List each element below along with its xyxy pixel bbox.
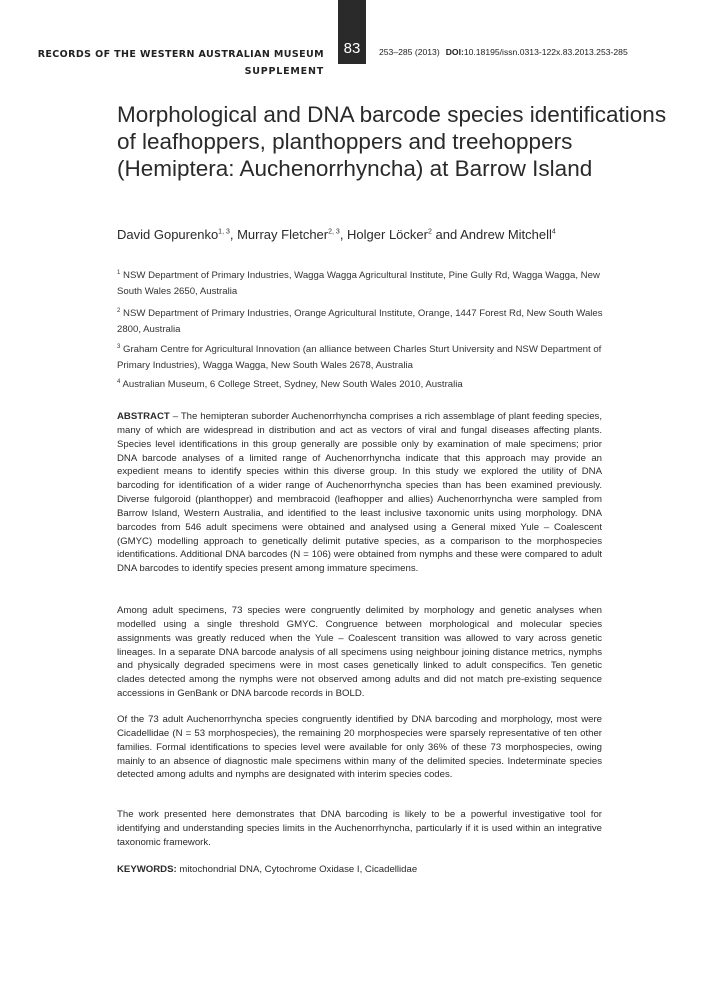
abstract-paragraph (117, 604, 602, 701)
abstract-paragraph (117, 808, 602, 850)
volume-tab (338, 0, 366, 64)
doi-label: DOI: (445, 47, 464, 57)
affiliation (117, 265, 617, 300)
abstract-paragraph (117, 713, 602, 782)
volume-number: 83 (343, 40, 361, 57)
page-range: 253–285 (2013) (379, 47, 440, 57)
journal-name: RECORDS OF THE WESTERN AUSTRALIAN MUSEUM (37, 49, 324, 60)
author-name: Andrew Mitchell (460, 227, 552, 242)
keywords-label: KEYWORDS: (117, 864, 177, 875)
affiliation (117, 374, 617, 393)
affiliation-number: 3 (117, 344, 121, 350)
affiliation-number: 1 (117, 270, 121, 276)
author-name: Holger Löcker (347, 227, 428, 242)
author-affil-ref: 2, 3 (328, 228, 340, 236)
affiliation-text: Australian Museum, 6 College Street, Sydney, New South Wales 2010, Australia (122, 379, 463, 391)
author-affil-ref: 2 (427, 228, 432, 236)
author-affil-ref: 1, 3 (218, 228, 230, 236)
article-title: Morphological and DNA barcode species identifications of leafhoppers, planthoppers and treehoppers (Hemiptera: Auchenorrhyncha) at Barrow Island (117, 102, 667, 181)
author-name: David Gopurenko (117, 227, 219, 242)
affiliation-text: Graham Centre for Agricultural Innovation (an alliance between Charles Sturt University and NSW Department of Primary Industries), Wagga Wagga, New South Wales 2678, Australia (117, 344, 602, 372)
author-connector: and (435, 227, 458, 242)
journal-supplement: SUPPLEMENT (244, 66, 324, 77)
citation-info (379, 46, 628, 58)
author-list: David Gopurenko$^{1, 3}$, Murray Fletcher$^{2, 3}$, Holger Löcker$^2$ and Andrew Mitchell$^4$ (117, 227, 556, 242)
abstract-label: ABSTRACT (117, 411, 170, 422)
affiliation (117, 339, 617, 374)
abstract-text: Among adult specimens, 73 species were congruently delimited by morphology and genetic analyses when modelled using a single threshold GMYC. Congruence between morphological and molecular species assignments was greatly reduced when the Yule – Coalescent transition was allowed to vary across genetic lineages. In a separate DNA barcode analysis of all specimens using neighbour joining distance metrics, nymphs and physically degraded specimens were in most cases genetically linked to adult conspecifics. Ten genetic clades detected among the nymphs were not observed among adults and did not match pre-existing sequence accessions in GenBank or DNA barcode records in BOLD. (117, 605, 602, 700)
affiliation-number: 2 (117, 308, 121, 314)
abstract-text: The work presented here demonstrates that DNA barcoding is likely to be a powerful investigative tool for identifying and understanding species limits in the Auchenorrhyncha, particularly if it is used within an integrative taxonomic framework. (117, 809, 602, 848)
keywords-text: mitochondrial DNA, Cytochrome Oxidase I, Cicadellidae (179, 864, 418, 875)
abstract-text: Of the 73 adult Auchenorrhyncha species congruently identified by DNA barcoding and morphology, most were Cicadellidae (N = 53 morphospecies), the remaining 20 morphospecies were sparsely representative of ten other families. Formal identifications to species level were available for only 36% of these 73 morphospecies, owing mainly to an absence of diagnostic male specimens within many of the delimited species. Indeterminate species detected among adults and nymphs are designated with interim species codes. (117, 714, 602, 781)
affiliation-number: 4 (117, 379, 121, 385)
keywords (117, 864, 417, 875)
affiliation-text: NSW Department of Primary Industries, Orange Agricultural Institute, Orange, 1447 Forest Rd, New South Wales 2800, Australia (117, 308, 603, 336)
author-name: Murray Fletcher (237, 227, 329, 242)
affiliation (117, 303, 617, 338)
journal-header (38, 46, 324, 80)
abstract-paragraph (117, 410, 602, 576)
author-affil-ref: 4 (551, 228, 556, 236)
doi-value: 10.18195/issn.0313-122x.83.2013.253-285 (463, 47, 628, 57)
affiliation-text: NSW Department of Primary Industries, Wagga Wagga Agricultural Institute, Pine Gully Rd, Wagga Wagga, New South Wales 2650, Australia (117, 270, 600, 298)
abstract-text: – The hemipteran suborder Auchenorrhyncha comprises a rich assemblage of plant feeding species, many of which are widespread in distribution and act as vectors of viral and fungal diseases affecting plants. Species level identifications in this group generally are possible only by examination of male specimens; prior DNA barcode analyses of a limited range of Auchenorrhyncha indicate that this approach may provide an expedient means to identify species within this diverse group. In this study we explored the utility of DNA barcoding for identification of a wider range of Auchenorrhyncha species than has been examined previously. Diverse fulgoroid (planthopper) and membracoid (leafhopper and allies) Auchenorrhyncha were sampled from Barrow Island, Western Australia, and identified to the least inclusive taxonomic units using morphology. DNA barcodes from 546 adult specimens were obtained and analysed using a General mixed Yule – Coalescent (GMYC) modelling approach to genetically delimit putative species, as a comparison to the morphospecies identifications. Additional DNA barcodes (N = 106) were obtained from nymphs and these were compared to adult DNA barcodes to identify species present among immature specimens. (117, 411, 602, 575)
